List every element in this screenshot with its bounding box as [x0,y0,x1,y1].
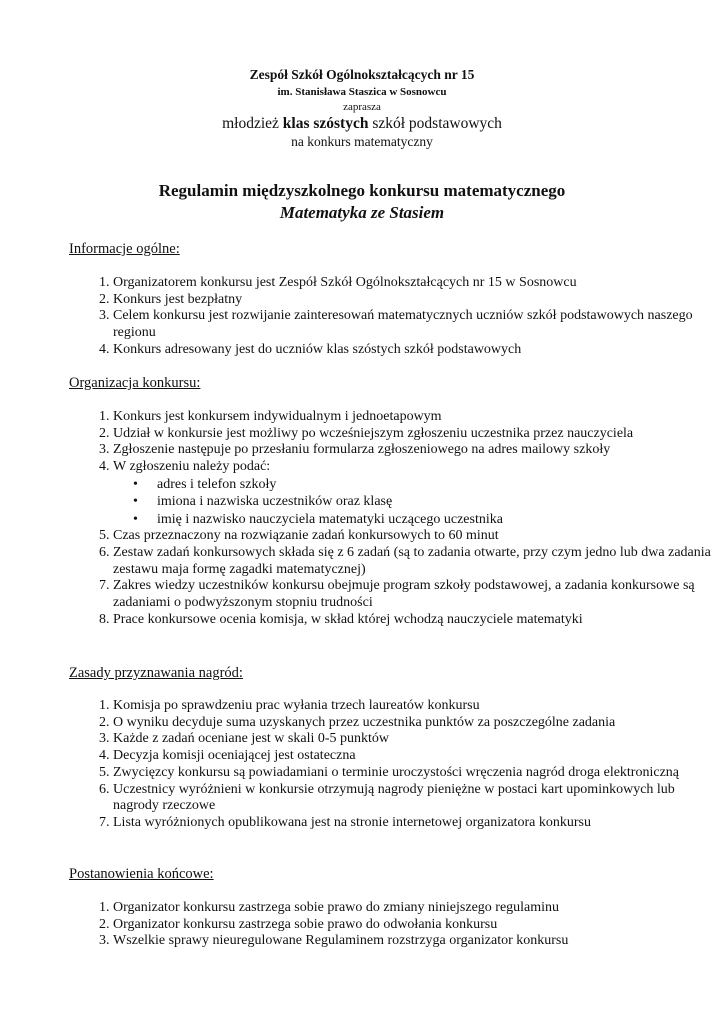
school-name: Zespół Szkół Ogólnokształcących nr 15 [249,67,475,82]
list-item: 3. Każde z zadań oceniane jest w skali 0-5 punktów [113,731,713,748]
list-item: 4. Konkurs adresowany jest do uczniów klas szóstych szkół podstawowych [113,342,713,359]
section-heading-organization: Organizacja konkursu: [69,375,201,391]
sub-item-text: imiona i nazwiska uczestników oraz klasę [157,494,393,510]
section-heading-general: Informacje ogólne: [69,241,180,257]
list-item: 3. Celem konkursu jest rozwijanie zainteresowań matematycznych uczniów szkół podstawowych naszego regionu [113,308,713,341]
list-item: 2. Organizator konkursu zastrzega sobie prawo do odwołania konkursu [113,917,713,934]
list-item: 3. Zgłoszenie następuje po przesłaniu formularza zgłoszeniowego na adres mailowy szkoły [113,442,713,459]
contest-line: na konkurs matematyczny [291,134,433,149]
section-heading-final: Postanowienia końcowe: [69,866,214,882]
organization-list [69,409,713,629]
audience-line [0,115,724,133]
list-item: 2. O wyniku decyduje suma uzyskanych przez uczestnika punktów za poszczególne zadania [113,715,713,732]
section-heading-awards: Zasady przyznawania nagród: [69,665,243,681]
list-item: 1. Komisja po sprawdzeniu prac wyłania trzech laureatów konkursu [113,698,713,715]
list-item: 4. Decyzja komisji oceniającej jest ostateczna [113,748,713,765]
audience-bold: klas szóstych [282,115,369,132]
audience-post: szkół podstawowych [368,115,502,132]
list-item: 5. Zwycięzcy konkursu są powiadamiani o terminie uroczystości wręczenia nagród droga elektroniczną [113,765,713,782]
bullet: • [133,511,138,527]
list-item: 1. Organizatorem konkursu jest Zespół Szkół Ogólnokształcących nr 15 w Sosnowcu [113,275,713,292]
list-item: 7. Zakres wiedzy uczestników konkursu obejmuje program szkoły podstawowej, a zadania konkursowe są zadaniami o podwyższonym stopniu trudności [113,578,713,611]
sub-item-text: adres i telefon szkoły [157,476,277,492]
final-list [69,900,713,950]
sub-list-item [133,476,713,494]
general-list [69,275,713,359]
list-item [113,459,713,528]
list-item: 1. Organizator konkursu zastrzega sobie prawo do zmiany niniejszego regulaminu [113,900,713,917]
school-patron: im. Stanisława Staszica w Sosnowcu [277,86,447,98]
awards-list [69,698,713,832]
sub-list-item [133,493,713,511]
list-item: 8. Prace konkursowe ocenia komisja, w skład której wchodzą nauczyciele matematyki [113,612,713,629]
list-item: 5. Czas przeznaczony na rozwiązanie zadań konkursowych to 60 minut [113,528,713,545]
list-item: 7. Lista wyróżnionych opublikowana jest na stronie internetowej organizatora konkursu [113,815,713,832]
list-item: 3. Wszelkie sprawy nieuregulowane Regulaminem rozstrzyga organizator konkursu [113,933,713,950]
sub-item-text: imię i nazwisko nauczyciela matematyki uczącego uczestnika [157,511,503,527]
list-item: 1. Konkurs jest konkursem indywidualnym i jednoetapowym [113,409,713,426]
list-item: 2. Konkurs jest bezpłatny [113,292,713,309]
invites-text: zaprasza [343,101,381,113]
required-data-list [113,476,713,529]
bullet: • [133,476,138,492]
document-title: Regulamin międzyszkolnego konkursu matematycznego [158,181,566,200]
sub-list-item [133,511,713,529]
document-subtitle: Matematyka ze Stasiem [279,203,445,222]
list-item: 6. Zestaw zadań konkursowych składa się z 6 zadań (są to zadania otwarte, przy czym jedno lub dwa zadania zestawu maja formę zagadki matematycznej) [113,545,713,578]
list-item: 6. Uczestnicy wyróżnieni w konkursie otrzymują nagrody pieniężne w postaci kart upominkowych lub nagrody rzeczowe [113,782,713,815]
bullet: • [133,494,138,510]
audience-pre: młodzież [222,115,283,132]
list-item-text: W zgłoszeniu należy podać: [113,459,271,475]
list-item: 2. Udział w konkursie jest możliwy po wcześniejszym zgłoszeniu uczestnika przez nauczyciela [113,426,713,443]
